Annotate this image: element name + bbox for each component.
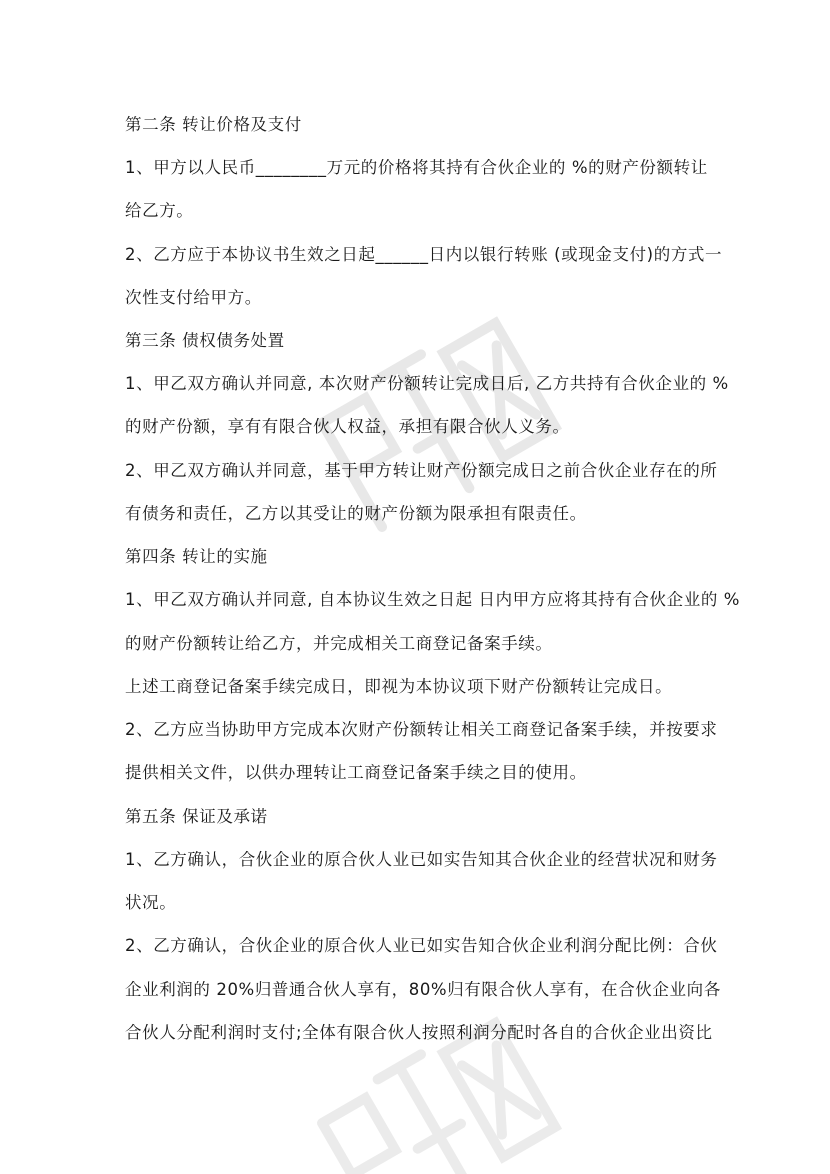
section-heading-4: 第四条 转让的实施: [125, 547, 268, 566]
paragraph-line: 次性支付给甲方。: [125, 288, 262, 307]
paragraph-line: 1、甲方以人民币________万元的价格将其持有合伙企业的 %的财产份额转让: [125, 158, 708, 177]
section-heading-2: 第二条 转让价格及支付: [125, 115, 302, 134]
paragraph-line: 2、乙方确认，合伙企业的原合伙人业已如实告知合伙企业利润分配比例：合伙: [125, 936, 718, 955]
paragraph-line: 1、甲乙双方确认并同意, 本次财产份额转让完成日后, 乙方共持有合伙企业的 %: [125, 374, 729, 393]
paragraph-line: 1、乙方确认，合伙企业的原合伙人业已如实告知其合伙企业的经营状况和财务: [125, 850, 718, 869]
section-heading-3: 第三条 债权债务处置: [125, 331, 285, 350]
paragraph-line: 2、甲乙双方确认并同意，基于甲方转让财产份额完成日之前合伙企业存在的所: [125, 461, 718, 480]
paragraph-line: 上述工商登记备案手续完成日，即视为本协议项下财产份额转让完成日。: [125, 677, 673, 696]
paragraph-line: 2、乙方应当协助甲方完成本次财产份额转让相关工商登记备案手续，并按要求: [125, 720, 718, 739]
paragraph-line: 状况。: [125, 893, 177, 912]
paragraph-line: 提供相关文件，以供办理转让工商登记备案手续之目的使用。: [125, 763, 587, 782]
paragraph-line: 合伙人分配利润时支付;全体有限合伙人按照利润分配时各自的合伙企业出资比: [125, 1023, 713, 1042]
paragraph-line: 的财产份额转让给乙方，并完成相关工商登记备案手续。: [125, 634, 553, 653]
paragraph-line: 1、甲乙双方确认并同意, 自本协议生效之日起 日内甲方应将其持有合伙企业的 %: [125, 590, 741, 609]
paragraph-line: 有债务和责任，乙方以其受让的财产份额为限承担有限责任。: [125, 504, 587, 523]
paragraph-line: 的财产份额，享有有限合伙人权益，承担有限合伙人义务。: [125, 417, 570, 436]
section-heading-5: 第五条 保证及承诺: [125, 807, 268, 826]
paragraph-line: 2、乙方应于本协议书生效之日起______日内以银行转账 (或现金支付)的方式一: [125, 245, 723, 264]
paragraph-line: 企业利润的 20%归普通合伙人享有，80%归有限合伙人享有，在合伙企业向各: [125, 980, 721, 999]
paragraph-line: 给乙方。: [125, 201, 194, 220]
